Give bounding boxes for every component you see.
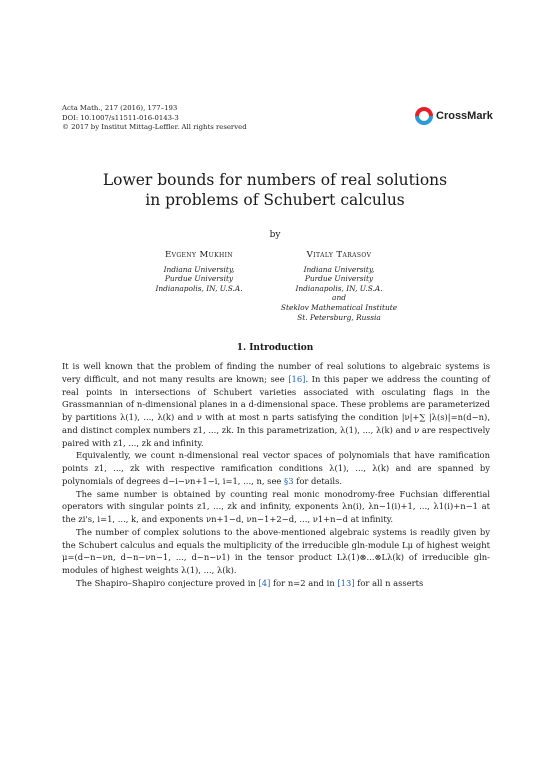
text-run: Equivalently, we count n-dimensional real vector spaces of polynomials that have ramification points z1, ..., zk with respective ramification conditions λ(1), ..., λ(k) and are spanned by polynomials of degrees d−i−νn+1−i, i=1, ..., n, see <box>62 450 490 486</box>
body-text <box>62 360 490 590</box>
crossmark-logo[interactable] <box>415 107 493 125</box>
paragraph <box>62 360 490 449</box>
text-run: for all n asserts <box>354 577 424 588</box>
affiliation-line: and <box>332 293 346 303</box>
section-heading: 1. Introduction <box>236 343 314 353</box>
paragraph: The same number is obtained by counting real monic monodromy-free Fuchsian differential operators with singular points z1, ..., zk and infinity, exponents λn(i), λn−1(i)+1, ..., λ1(i)+n−1 at the zi's, i=1, ..., k, and exponents νn+1−d, νn−1+2−d, ..., ν1+n−d at infinity. <box>62 488 490 524</box>
section-link[interactable]: §3 <box>284 475 294 486</box>
paragraph: The number of complex solutions to the above-mentioned algebraic systems is readily given by the Schubert calculus and equals the multiplicity of the irreducible gln-module Lμ of highest weight μ=(d−n−νn, d−n−νn−1, ..., d−n−ν1) in the tensor product Lλ(1)⊗...⊗Lλ(k) of irreducible gln-modules of highest weights λ(1), ..., λ(k). <box>62 526 490 575</box>
citation-link[interactable]: [13] <box>337 577 355 588</box>
affiliation-line: Purdue University <box>304 274 374 284</box>
affiliation-line: Indiana University, <box>303 264 375 274</box>
paper-title <box>0 170 550 210</box>
text-run: for n=2 and in <box>270 577 338 588</box>
title-line-2: in problems of Schubert calculus <box>145 191 405 209</box>
text-run: The Shapiro–Shapiro conjecture proved in <box>76 577 259 588</box>
journal-citation: Acta Math., 217 (2016), 177–193 <box>62 104 178 112</box>
copyright: © 2017 by Institut Mittag-Leffler. All rights reserved <box>62 123 247 132</box>
journal-header <box>62 104 247 133</box>
by-label: by <box>269 230 281 240</box>
citation-link[interactable]: [16] <box>288 373 306 384</box>
affiliation-line: Steklov Mathematical Institute <box>280 302 398 312</box>
author-name: Evgeny Mukhin <box>164 250 234 260</box>
affiliation-line: St. Petersburg, Russia <box>297 312 381 322</box>
affiliation-line: Indianapolis, IN, U.S.A. <box>155 283 243 293</box>
affiliation-line: Indianapolis, IN, U.S.A. <box>295 283 383 293</box>
citation-link[interactable]: [4] <box>258 577 271 588</box>
author-2 <box>254 251 424 322</box>
title-line-1: Lower bounds for numbers of real solutions <box>102 171 448 189</box>
author-name: Vitaly Tarasov <box>306 250 372 260</box>
doi: DOI: 10.1007/s11511-016-0143-3 <box>62 113 179 122</box>
text-run: for details. <box>293 475 343 486</box>
text-run: . In this paper we address the counting of real points in intersections of Schubert varieties associated with osculating flags in the Grassmannian of n-dimensional planes in a d-dimensional space. These problems are parameterized by partitions λ(1), ..., λ(k) and ν with at most n parts satisfying the condition |ν|+∑ |λ(s)|=n(d−n), and distinct complex numbers z1, ..., zk. In this parametrization, λ(1), ..., λ(k) and ν are respectively paired with z1, ..., zk and infinity. <box>62 373 490 448</box>
paragraph <box>62 449 490 487</box>
affiliation-line: Purdue University <box>164 274 234 284</box>
crossmark-icon <box>415 107 433 125</box>
affiliation-line: Indiana University, <box>163 264 235 274</box>
paragraph <box>62 577 490 590</box>
crossmark-label: CrossMark <box>436 110 493 122</box>
text-run: It is well known that the problem of finding the number of real solutions to algebraic systems is very difficult, and not many results are known; see <box>62 361 490 384</box>
